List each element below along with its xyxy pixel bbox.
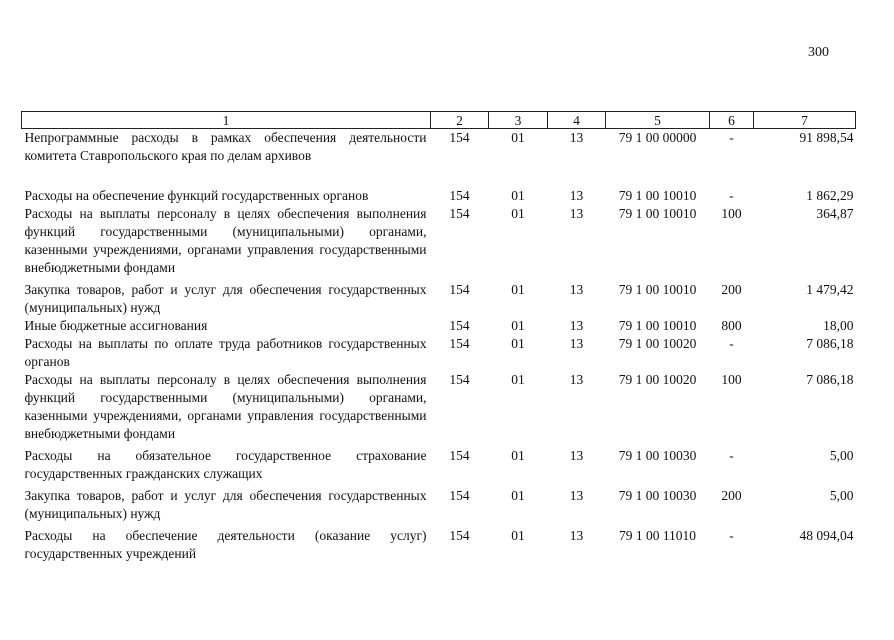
- amount: 91 898,54: [799, 130, 854, 145]
- ministry-code: 154: [449, 130, 470, 145]
- target-item-code: 79 1 00 11010: [618, 528, 697, 543]
- target-item-code: 79 1 00 10010: [618, 318, 697, 333]
- column-header: 2: [431, 112, 489, 129]
- expense-name: Расходы на обеспечение деятельности (оказание услуг) государственных учреждений: [24, 528, 427, 561]
- column-header: 4: [548, 112, 606, 129]
- target-item-code: 79 1 00 10010: [618, 282, 697, 297]
- subsection-code: 13: [569, 336, 584, 351]
- expense-type-code: -: [729, 130, 734, 145]
- page-number: 300: [808, 45, 829, 60]
- column-header: 5: [606, 112, 710, 129]
- table-row: [22, 205, 856, 281]
- column-header: 7: [754, 112, 856, 129]
- column-header: 1: [22, 112, 431, 129]
- table-row: [22, 317, 856, 335]
- subsection-code: 13: [569, 130, 584, 145]
- ministry-code: 154: [449, 372, 470, 387]
- subsection-code: 13: [569, 488, 584, 503]
- expense-type-code: 800: [721, 318, 742, 333]
- expense-type-code: 100: [721, 206, 742, 221]
- table-row: [22, 527, 856, 563]
- section-code: 01: [511, 206, 525, 221]
- ministry-code: 154: [449, 488, 470, 503]
- target-item-code: 79 1 00 10020: [618, 336, 697, 351]
- section-code: 01: [511, 336, 525, 351]
- expense-name: Расходы на обязательное государственное страхование государственных гражданских служащих: [24, 448, 427, 481]
- ministry-code: 154: [449, 448, 470, 463]
- expense-name: Иные бюджетные ассигнования: [24, 318, 208, 333]
- ministry-code: 154: [449, 336, 470, 351]
- expense-type-code: 100: [721, 372, 742, 387]
- table-header-row: [22, 112, 856, 129]
- expense-name: Расходы на выплаты персоналу в целях обеспечения выполнения функций государственными (муниципальными) органами, казенными учреждениями, органами управления государственными внебюджетными фондами: [24, 206, 427, 275]
- section-code: 01: [511, 282, 525, 297]
- column-header: 6: [710, 112, 754, 129]
- subsection-code: 13: [569, 318, 584, 333]
- budget-table: [21, 111, 856, 563]
- subsection-code: 13: [569, 448, 584, 463]
- table-row: [22, 335, 856, 371]
- amount: 1 862,29: [806, 188, 854, 203]
- expense-name: Закупка товаров, работ и услуг для обеспечения государственных (муниципальных) нужд: [24, 488, 427, 521]
- ministry-code: 154: [449, 528, 470, 543]
- ministry-code: 154: [449, 188, 470, 203]
- section-code: 01: [511, 528, 525, 543]
- column-header: 3: [489, 112, 548, 129]
- expense-type-code: -: [729, 336, 734, 351]
- section-code: 01: [511, 372, 525, 387]
- subsection-code: 13: [569, 188, 584, 203]
- table-row: [22, 487, 856, 527]
- subsection-code: 13: [569, 528, 584, 543]
- amount: 18,00: [823, 318, 854, 333]
- amount: 1 479,42: [806, 282, 854, 297]
- expense-name: Расходы на выплаты по оплате труда работников государственных органов: [24, 336, 427, 369]
- amount: 5,00: [829, 448, 854, 463]
- target-item-code: 79 1 00 10030: [618, 488, 697, 503]
- subsection-code: 13: [569, 372, 584, 387]
- target-item-code: 79 1 00 10030: [618, 448, 697, 463]
- amount: 5,00: [829, 488, 854, 503]
- table-row: [22, 371, 856, 447]
- expense-name: Расходы на обеспечение функций государственных органов: [24, 188, 369, 203]
- ministry-code: 154: [449, 206, 470, 221]
- section-code: 01: [511, 130, 525, 145]
- ministry-code: 154: [449, 318, 470, 333]
- table-row: [22, 281, 856, 317]
- expense-type-code: -: [729, 448, 734, 463]
- subsection-code: 13: [569, 282, 584, 297]
- target-item-code: 79 1 00 00000: [618, 130, 697, 145]
- amount: 7 086,18: [806, 372, 854, 387]
- expense-name: Непрограммные расходы в рамках обеспечения деятельности комитета Ставропольского края по делам архивов: [24, 130, 427, 163]
- target-item-code: 79 1 00 10010: [618, 206, 697, 221]
- table-row: [22, 129, 856, 188]
- section-code: 01: [511, 188, 525, 203]
- amount: 48 094,04: [799, 528, 854, 543]
- ministry-code: 154: [449, 282, 470, 297]
- expense-type-code: -: [729, 528, 734, 543]
- expense-name: Расходы на выплаты персоналу в целях обеспечения выполнения функций государственными (муниципальными) органами, казенными учреждениями, органами управления государственными внебюджетными фондами: [24, 372, 427, 441]
- target-item-code: 79 1 00 10010: [618, 188, 697, 203]
- section-code: 01: [511, 448, 525, 463]
- amount: 7 086,18: [806, 336, 854, 351]
- expense-type-code: -: [729, 188, 734, 203]
- expense-type-code: 200: [721, 282, 742, 297]
- expense-type-code: 200: [721, 488, 742, 503]
- expense-name: Закупка товаров, работ и услуг для обеспечения государственных (муниципальных) нужд: [24, 282, 427, 315]
- table-row: [22, 187, 856, 205]
- section-code: 01: [511, 318, 525, 333]
- subsection-code: 13: [569, 206, 584, 221]
- amount: 364,87: [816, 206, 854, 221]
- section-code: 01: [511, 488, 525, 503]
- target-item-code: 79 1 00 10020: [618, 372, 697, 387]
- table-row: [22, 447, 856, 487]
